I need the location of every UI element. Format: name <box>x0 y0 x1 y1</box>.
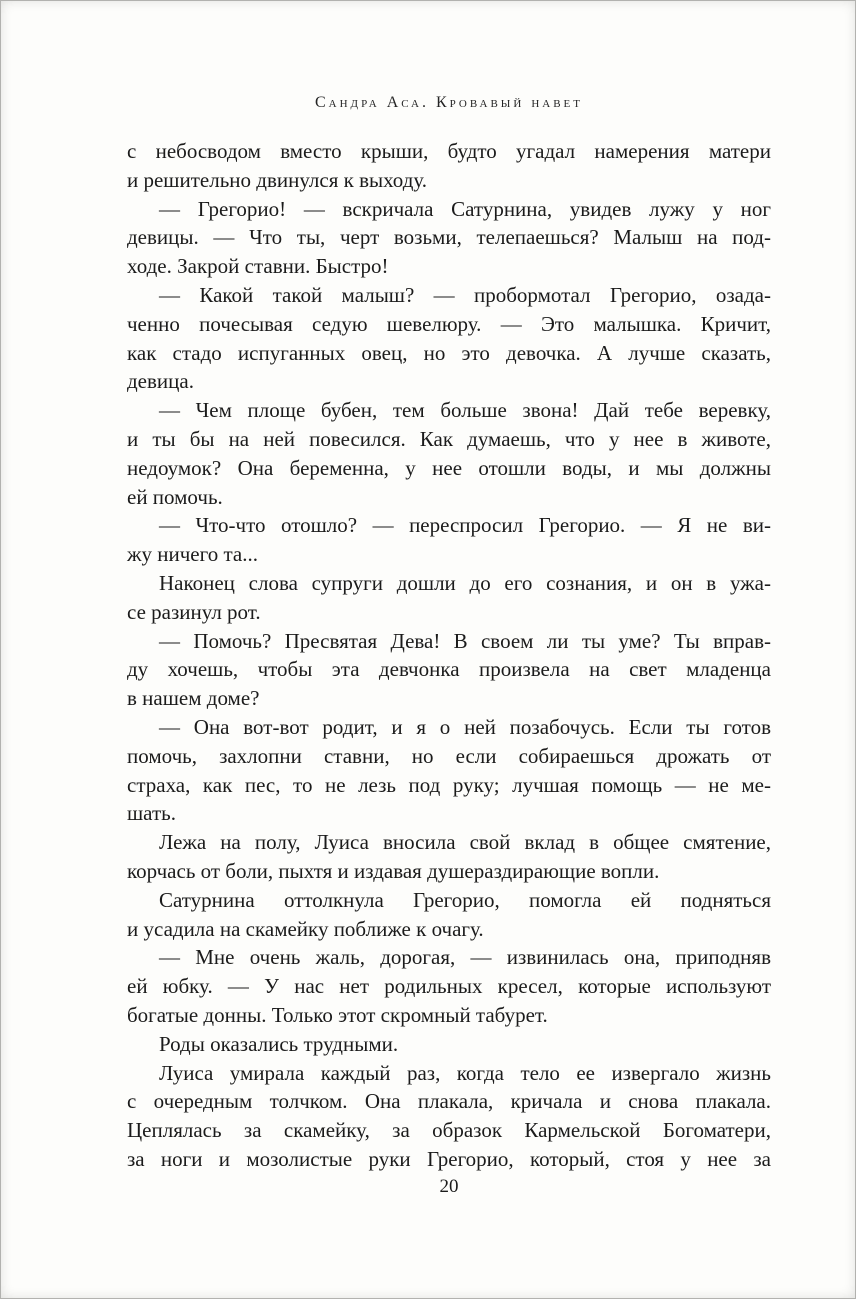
text-line: — Чем площе бубен, тем больше звона! Дай тебе веревку, <box>159 398 771 423</box>
text-line: как стадо испуганных овец, но это девочка. А лучше сказать, <box>127 340 771 365</box>
text-line: страха, как пес, то не лезь под руку; лучшая помощь — не ме- <box>127 772 771 797</box>
paragraph <box>127 627 771 713</box>
text-line: девицы. — Что ты, черт возьми, телепаешься? Малыш на под- <box>127 225 771 250</box>
text-line: за ноги и мозолистые руки Грегорио, который, стоя у нее за <box>127 1146 771 1171</box>
page-body <box>127 137 771 1174</box>
text-line: — Мне очень жаль, дорогая, — извинилась она, приподняв <box>159 945 771 970</box>
text-line: ченно почесывая седую шевелюру. — Это малышка. Кричит, <box>127 311 771 336</box>
text-line: шать. <box>127 801 176 826</box>
paragraph <box>127 1030 771 1059</box>
running-header: Сандра Аса. Кровавый навет <box>315 94 583 111</box>
text-line: се разинул рот. <box>127 599 261 624</box>
text-line: помочь, захлопни ставни, но если собираешься дрожать от <box>127 743 771 768</box>
paragraph <box>127 713 771 828</box>
text-line: ду хочешь, чтобы эта девчонка произвела на свет младенца <box>127 657 771 682</box>
text-line: корчась от боли, пыхтя и издавая душераздирающие вопли. <box>127 858 660 883</box>
text-line: в нашем доме? <box>127 686 260 711</box>
text-line: Наконец слова супруги дошли до его сознания, и он в ужа- <box>159 570 771 595</box>
text-line: с небосводом вместо крыши, будто угадал намерения матери <box>127 139 771 163</box>
text-line: богатые донны. Только этот скромный табурет. <box>127 1002 548 1027</box>
text-line: с очередным толчком. Она плакала, кричала и снова плакала. <box>127 1089 771 1114</box>
text-line: девица. <box>127 369 194 394</box>
paragraph <box>127 281 771 396</box>
text-line: — Что-что отошло? — переспросил Грегорио. — Я не ви- <box>159 513 771 538</box>
paragraph <box>127 828 771 886</box>
text-line: недоумок? Она беременна, у нее отошли воды, и мы должны <box>127 455 771 480</box>
page-number: 20 <box>439 1176 459 1197</box>
paragraph <box>127 396 771 511</box>
paragraph <box>127 569 771 627</box>
paragraph <box>127 511 771 569</box>
text-line: — Грегорио! — вскричала Сатурнина, увидев лужу у ног <box>159 196 771 221</box>
text-line: и усадила на скамейку поближе к очагу. <box>127 916 484 941</box>
text-line: — Помочь? Пресвятая Дева! В своем ли ты уме? Ты вправ- <box>159 628 771 653</box>
paragraph <box>127 886 771 944</box>
paragraph <box>127 943 771 1029</box>
text-line: Роды оказались трудными. <box>159 1031 399 1056</box>
text-line: Луиса умирала каждый раз, когда тело ее извергало жизнь <box>159 1060 771 1085</box>
text-line: Цеплялась за скамейку, за образок Кармельской Богоматери, <box>127 1118 771 1143</box>
text-line: ей юбку. — У нас нет родильных кресел, которые используют <box>127 974 771 999</box>
text-line: Лежа на полу, Луиса вносила свой вклад в общее смятение, <box>159 830 771 855</box>
text-line: Сатурнина оттолкнула Грегорио, помогла ей подняться <box>159 887 771 912</box>
text-line: — Какой такой малыш? — пробормотал Грегорио, озада- <box>159 282 771 307</box>
text-line: ходе. Закрой ставни. Быстро! <box>127 254 389 279</box>
text-line: и ты бы на ней повесился. Как думаешь, что у нее в животе, <box>127 426 771 451</box>
paragraph <box>127 1059 771 1174</box>
paragraph <box>127 137 771 195</box>
text-line: ей помочь. <box>127 484 223 509</box>
text-line: жу ничего та... <box>127 542 258 567</box>
paragraph <box>127 195 771 281</box>
text-line: и решительно двинулся к выходу. <box>127 167 428 192</box>
text-line: — Она вот-вот родит, и я о ней позабочусь. Если ты готов <box>159 714 771 739</box>
